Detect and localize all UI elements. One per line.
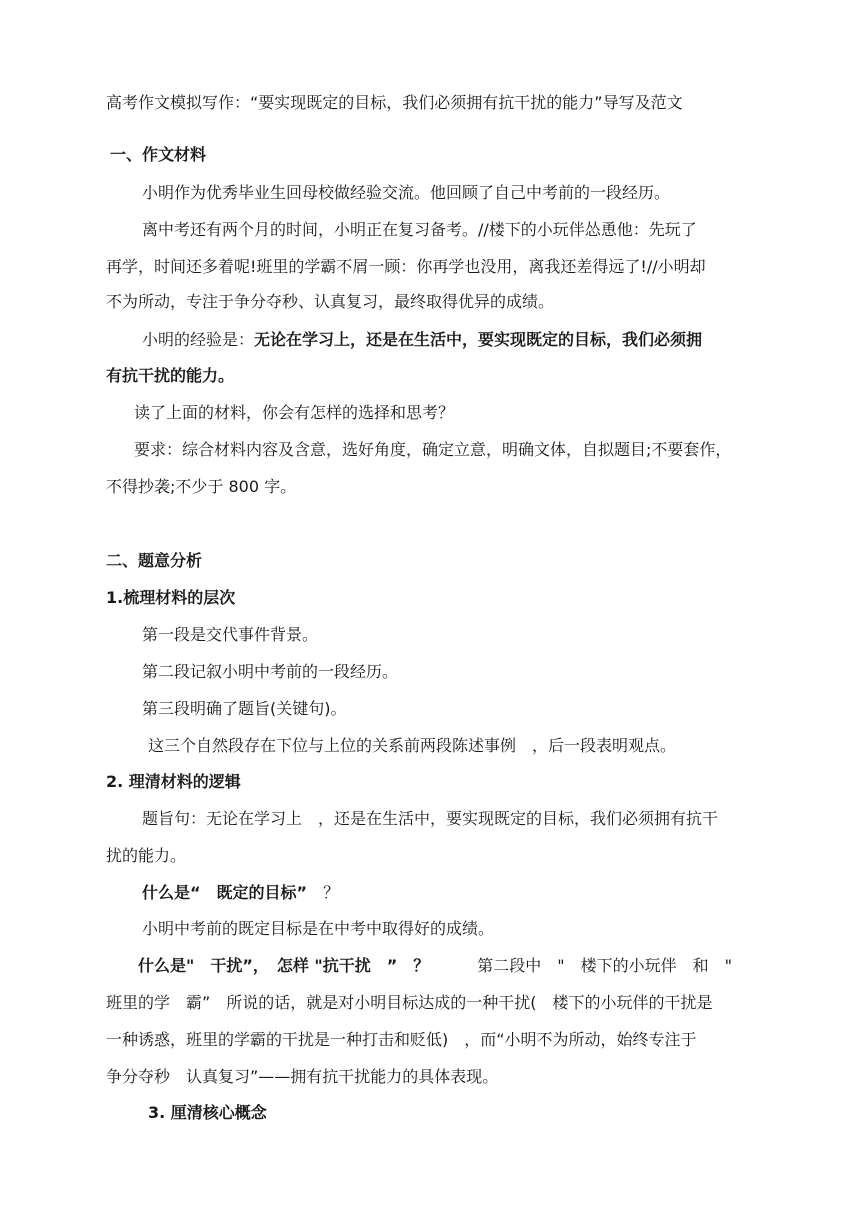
question-goal-mark: ？	[323, 883, 340, 902]
subheading-concept: 3. 厘清核心概念	[148, 1103, 267, 1122]
answer-goal: 小明中考前的既定目标是在中考中取得好的成绩。	[142, 919, 495, 938]
layer-paragraph-3: 第三段明确了题旨(关键句)。	[142, 699, 347, 718]
question-interference	[138, 955, 732, 977]
question-goal-text: 什么是“ 既定的目标”	[142, 883, 308, 902]
material-paragraph-1: 小明作为优秀毕业生回母校做经验交流。他回顾了自己中考前的一段经历。	[142, 183, 671, 202]
prompt-question: 读了上面的材料，你会有怎样的选择和思考？	[134, 403, 455, 422]
material-paragraph-3-line-2: 有抗干扰的能力。	[106, 366, 235, 385]
experience-lead: 小明的经验是：	[142, 330, 255, 349]
question-goal	[142, 882, 339, 904]
answer-interference-line-3: 一种诱惑，班里的学霸的干扰是一种打击和贬低) ，而“小明不为所动，始终专注于	[106, 1030, 697, 1049]
key-sentence: 无论在学习上，还是在生活中，要实现既定的目标，我们必须拥	[254, 330, 703, 349]
section-heading-analysis: 二、题意分析	[106, 551, 203, 570]
layer-paragraph-1: 第一段是交代事件背景。	[142, 625, 319, 644]
layer-relation: 这三个自然段存在下位与上位的关系前两段陈述事例 ，后一段表明观点。	[148, 736, 677, 755]
theme-sentence-line-1: 题旨句：无论在学习上 ，还是在生活中，要实现既定的目标，我们必须拥有抗干	[142, 809, 719, 828]
material-paragraph-2-line-3: 不为所动，专注于争分夺秒、认真复习，最终取得优异的成绩。	[106, 292, 555, 311]
requirements-line-1: 要求：综合材料内容及含意，选好角度，确定立意，明确文体，自拟题目;不要套作，	[134, 440, 732, 459]
question-interference-tail: 第二段中 " 楼下的小玩伴 和 "	[477, 956, 733, 975]
material-paragraph-2-line-2: 再学，时间还多着呢!班里的学霸不屑一顾：你再学也没用，离我还差得远了!//小明却	[106, 257, 706, 276]
question-interference-text: 什么是" 干扰”， 怎样 "抗干扰 ” ？	[138, 956, 430, 975]
theme-sentence-line-2: 扰的能力。	[106, 846, 187, 865]
subheading-layers: 1.梳理材料的层次	[106, 588, 236, 607]
section-heading-material: 一、作文材料	[110, 145, 207, 164]
material-paragraph-3-line-1	[142, 329, 702, 351]
layer-paragraph-2: 第二段记叙小明中考前的一段经历。	[142, 662, 399, 681]
subheading-logic: 2. 理清材料的逻辑	[106, 772, 241, 791]
answer-interference-line-2: 班里的学 霸” 所说的话，就是对小明目标达成的一种干扰( 楼下的小玩伴的干扰是	[106, 993, 713, 1012]
document-title: 高考作文模拟写作：“要实现既定的目标，我们必须拥有抗干扰的能力”导写及范文	[106, 93, 683, 112]
requirements-line-2: 不得抄袭;不少于 800 字。	[106, 477, 297, 496]
material-paragraph-2-line-1: 离中考还有两个月的时间，小明正在复习备考。//楼下的小玩伴怂恿他：先玩了	[142, 220, 697, 239]
answer-interference-line-4: 争分夺秒 认真复习”——拥有抗干扰能力的具体表现。	[106, 1067, 499, 1086]
